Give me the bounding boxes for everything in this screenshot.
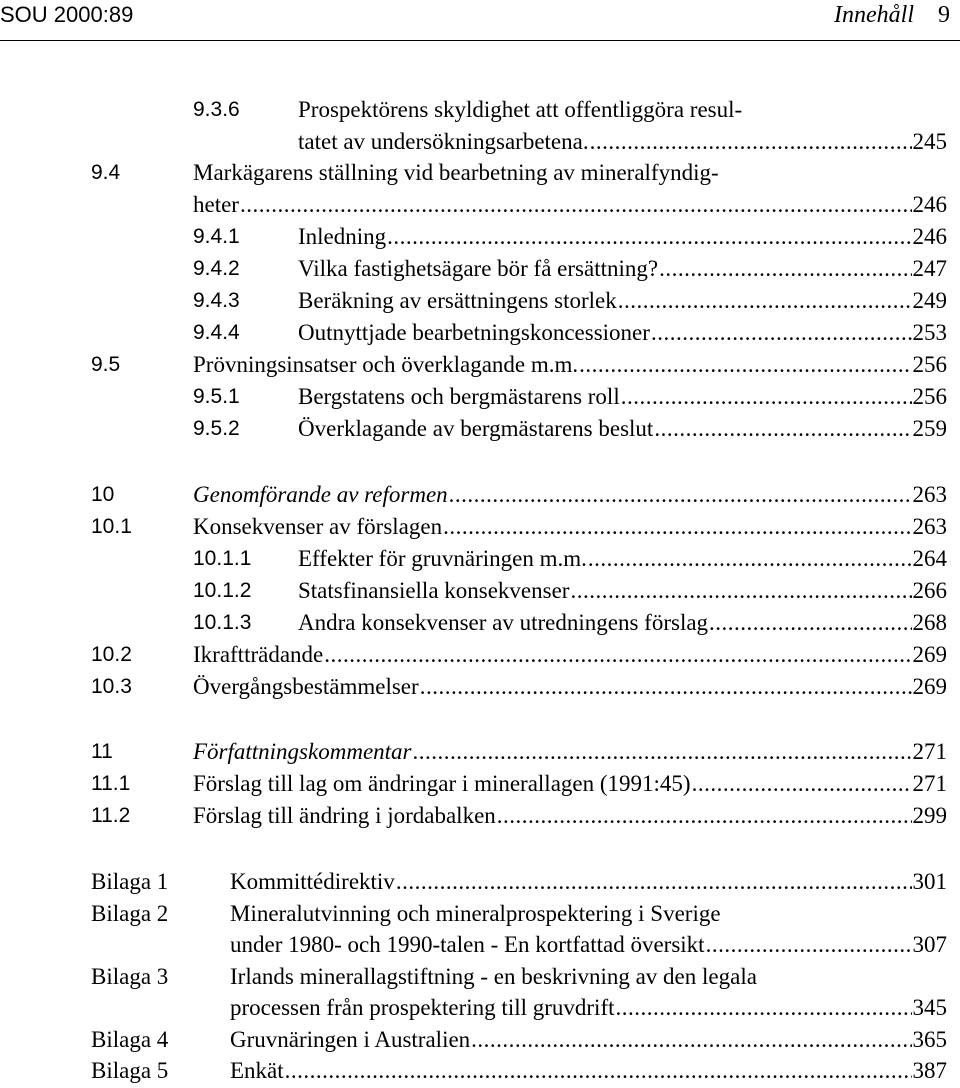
toc-page: 256 xyxy=(912,384,947,409)
dot-leader xyxy=(588,544,912,574)
toc-title: Bergstatens och bergmästarens roll xyxy=(298,384,620,409)
toc-page: 269 xyxy=(912,642,947,667)
dot-leader xyxy=(497,801,912,831)
toc-number: 10 xyxy=(91,483,115,506)
toc-title: Irlands minerallagstiftning - en beskrivning av den legala xyxy=(230,964,757,989)
toc-number: 10.1.1 xyxy=(193,547,252,570)
dot-leader xyxy=(616,993,912,1023)
toc-page: 245 xyxy=(912,129,947,154)
dot-leader xyxy=(654,414,911,444)
toc-entry-9-4-2[interactable] xyxy=(298,254,947,284)
toc-title: under 1980- och 1990-talen - En kortfattad översikt xyxy=(230,932,705,957)
toc-entry-9-4[interactable] xyxy=(193,190,947,220)
appendix-number: Bilaga 5 xyxy=(91,1058,169,1083)
toc-page: 256 xyxy=(912,352,947,377)
toc-entry-11-1[interactable] xyxy=(193,769,947,799)
toc-page: 268 xyxy=(912,610,947,635)
toc-title: Markägarens ställning vid bearbetning av mineralfyndig- xyxy=(193,160,719,185)
toc-title: Prospektörens skyldighet att offentliggöra resul- xyxy=(298,97,743,122)
toc-number: 10.1 xyxy=(91,515,132,538)
toc-title: Effekter för gruvnäringen m.m. xyxy=(298,546,587,571)
dot-leader xyxy=(413,737,912,767)
toc-title: Övergångsbestämmelser xyxy=(193,674,419,699)
toc-number: 10.1.3 xyxy=(193,611,252,634)
toc-entry-11[interactable] xyxy=(193,737,947,767)
dot-leader xyxy=(706,930,912,960)
toc-number: 9.5.1 xyxy=(193,385,240,408)
toc-title: Förslag till lag om ändringar i minerallagen (1991:45) xyxy=(193,771,691,796)
appendix-number: Bilaga 4 xyxy=(91,1027,169,1052)
toc-number: 9.4.2 xyxy=(193,257,240,280)
dot-leader xyxy=(285,1056,912,1086)
dot-leader xyxy=(324,640,911,670)
toc-title: Författningskommentar xyxy=(193,739,412,764)
toc-page: 247 xyxy=(912,256,947,281)
toc-entry-bilaga-1[interactable] xyxy=(230,867,947,897)
toc-page: 264 xyxy=(912,546,947,571)
appendix-number: Bilaga 1 xyxy=(91,869,169,894)
header-rule xyxy=(0,40,960,41)
dot-leader xyxy=(579,350,911,380)
toc-title: Outnyttjade bearbetningskoncessioner xyxy=(298,320,650,345)
toc-page: 299 xyxy=(912,803,947,828)
dot-leader xyxy=(618,286,912,316)
toc-number: 9.3.6 xyxy=(193,98,240,121)
toc-page: 387 xyxy=(912,1058,947,1083)
toc-title: heter xyxy=(193,192,239,217)
dot-leader xyxy=(449,480,912,510)
toc-entry-11-2[interactable] xyxy=(193,801,947,831)
toc-number: 11.1 xyxy=(91,772,131,795)
toc-entry-9-5[interactable] xyxy=(193,350,947,380)
toc-title: Förslag till ändring i jordabalken xyxy=(193,803,496,828)
appendix-number: Bilaga 2 xyxy=(91,901,169,926)
toc-entry-bilaga-5[interactable] xyxy=(230,1056,947,1086)
toc-page: 301 xyxy=(912,869,947,894)
page-number: 9 xyxy=(938,2,950,28)
dot-leader xyxy=(420,672,912,702)
dot-leader xyxy=(651,318,912,348)
toc-title: tatet av undersökningsarbetena. xyxy=(298,129,589,154)
toc-page: 263 xyxy=(912,482,947,507)
toc-number: 11 xyxy=(91,740,113,763)
toc-entry-9-5-2[interactable] xyxy=(298,414,947,444)
dot-leader xyxy=(240,190,912,220)
toc-entry-bilaga-3[interactable] xyxy=(230,993,947,1023)
document-id: SOU 2000:89 xyxy=(0,2,134,27)
toc-entry-9-4-1[interactable] xyxy=(298,222,947,252)
dot-leader xyxy=(387,222,911,252)
toc-entry-10-1[interactable] xyxy=(193,512,947,542)
toc-entry-10-3[interactable] xyxy=(193,672,947,702)
toc-title: Prövningsinsatser och överklagande m.m. xyxy=(193,352,579,377)
toc-title: Mineralutvinning och mineralprospektering i Sverige xyxy=(230,901,721,926)
toc-page: 271 xyxy=(912,739,947,764)
toc-number: 10.1.2 xyxy=(193,579,252,602)
toc-entry-10-1-2[interactable] xyxy=(298,576,947,606)
toc-page: 263 xyxy=(912,514,947,539)
dot-leader xyxy=(709,608,911,638)
toc-page: 266 xyxy=(912,578,947,603)
toc-title: processen från prospektering till gruvdrift xyxy=(230,995,615,1020)
toc-page: 365 xyxy=(912,1027,947,1052)
toc-title: Genomförande av reformen xyxy=(193,482,448,507)
toc-entry-bilaga-4[interactable] xyxy=(230,1025,947,1055)
toc-number: 9.4 xyxy=(91,161,121,184)
toc-entry-10[interactable] xyxy=(193,480,947,510)
header-right xyxy=(834,2,950,29)
toc-entry-bilaga-2[interactable] xyxy=(230,930,947,960)
toc-number: 9.4.1 xyxy=(193,225,240,248)
toc-entry-10-1-1[interactable] xyxy=(298,544,947,574)
section-name: Innehåll xyxy=(834,2,914,28)
dot-leader xyxy=(590,127,912,157)
toc-entry-10-1-3[interactable] xyxy=(298,608,947,638)
toc-title: Enkät xyxy=(230,1058,284,1083)
toc-title: Gruvnäringen i Australien xyxy=(230,1027,471,1052)
toc-page: 249 xyxy=(912,288,947,313)
toc-entry-9-3-6[interactable] xyxy=(298,127,947,157)
dot-leader xyxy=(692,769,912,799)
toc-number: 9.4.3 xyxy=(193,289,240,312)
toc-title: Beräkning av ersättningens storlek xyxy=(298,288,617,313)
toc-title: Kommittédirektiv xyxy=(230,869,395,894)
toc-entry-9-4-3[interactable] xyxy=(298,286,947,316)
toc-page: 259 xyxy=(912,416,947,441)
page-header xyxy=(0,0,960,44)
toc-number: 10.3 xyxy=(91,675,132,698)
toc-title: Överklagande av bergmästarens beslut xyxy=(298,416,654,441)
toc-entry-9-4-4[interactable] xyxy=(298,318,947,348)
dot-leader xyxy=(443,512,911,542)
appendix-number: Bilaga 3 xyxy=(91,964,169,989)
dot-leader xyxy=(621,382,912,412)
dot-leader xyxy=(570,576,911,606)
toc-page: 269 xyxy=(912,674,947,699)
toc-page: 246 xyxy=(912,224,947,249)
toc-title: Inledning xyxy=(298,224,387,249)
toc-number: 9.5.2 xyxy=(193,417,240,440)
toc-number: 11.2 xyxy=(91,804,131,827)
toc-number: 9.4.4 xyxy=(193,321,240,344)
toc-title: Ikraftträdande xyxy=(193,642,324,667)
toc-entry-10-2[interactable] xyxy=(193,640,947,670)
toc-page: 271 xyxy=(912,771,947,796)
toc-page: 253 xyxy=(912,320,947,345)
dot-leader xyxy=(471,1025,911,1055)
toc-entry-9-5-1[interactable] xyxy=(298,382,947,412)
toc-page: 246 xyxy=(912,192,947,217)
dot-leader xyxy=(659,254,911,284)
toc-title: Konsekvenser av förslagen xyxy=(193,514,443,539)
toc-number: 9.5 xyxy=(91,353,121,376)
toc-title: Andra konsekvenser av utredningens förslag xyxy=(298,610,709,635)
toc-page: 345 xyxy=(912,995,947,1020)
toc-title: Vilka fastighetsägare bör få ersättning? xyxy=(298,256,659,281)
toc-title: Statsfinansiella konsekvenser xyxy=(298,578,570,603)
dot-leader xyxy=(396,867,912,897)
toc-number: 10.2 xyxy=(91,643,132,666)
toc-page: 307 xyxy=(912,932,947,957)
